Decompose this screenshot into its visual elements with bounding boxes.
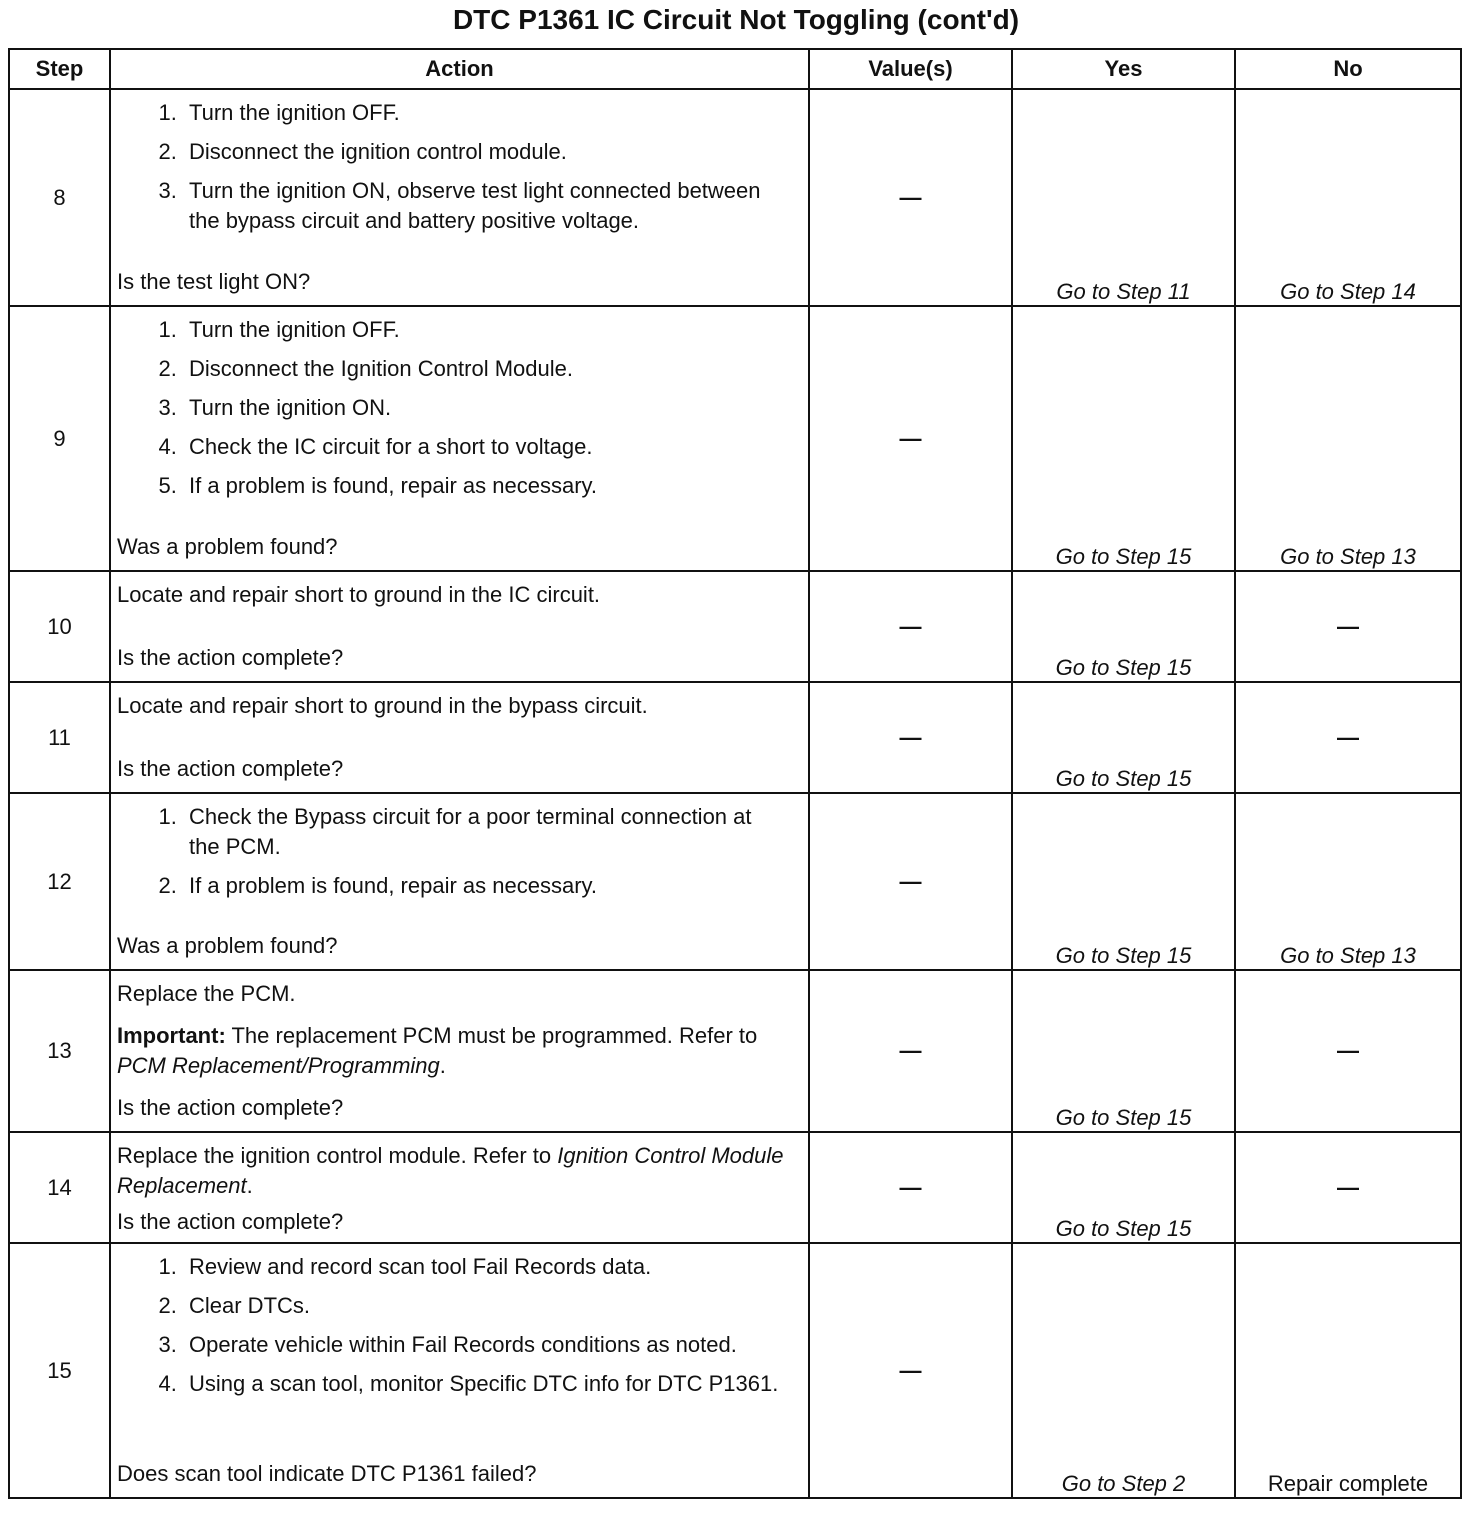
action-question: Is the action complete? (117, 1095, 344, 1120)
list-item: 2. If a problem is found, repair as necessary. (183, 871, 788, 901)
yes-link[interactable]: Go to Step 15 (1012, 571, 1235, 682)
no-value: — (1235, 571, 1461, 682)
reference-link[interactable]: Ignition Control Module Replacement (117, 1143, 784, 1198)
action-question: Is the test light ON? (117, 269, 311, 294)
header-no: No (1235, 49, 1461, 89)
value-cell: — (809, 1132, 1012, 1243)
list-item: 3. Turn the ignition ON. (183, 393, 788, 423)
important-note (117, 1021, 788, 1081)
list-item: 1. Turn the ignition OFF. (183, 315, 788, 345)
no-result: Repair complete (1235, 1243, 1461, 1498)
table-row (9, 1132, 1461, 1243)
action-cell (110, 306, 809, 571)
action-question: Is the action complete? (117, 1209, 344, 1234)
action-steps (117, 802, 788, 901)
no-value: — (1235, 682, 1461, 793)
header-yes: Yes (1012, 49, 1235, 89)
yes-link[interactable]: Go to Step 15 (1012, 682, 1235, 793)
value-cell: — (809, 682, 1012, 793)
list-item: 2. Clear DTCs. (183, 1291, 788, 1321)
important-end: . (439, 1053, 446, 1078)
no-link[interactable]: Go to Step 14 (1235, 89, 1461, 306)
header-step: Step (9, 49, 110, 89)
action-text-end: . (246, 1173, 253, 1198)
table-row (9, 571, 1461, 682)
table-row (9, 970, 1461, 1132)
value-cell: — (809, 793, 1012, 970)
action-steps (117, 98, 788, 236)
action-text: Locate and repair short to ground in the IC circuit. (117, 582, 601, 607)
action-cell (110, 1243, 809, 1498)
action-cell (110, 682, 809, 793)
action-question: Was a problem found? (117, 933, 338, 958)
list-item: 2. Disconnect the ignition control module. (183, 137, 788, 167)
step-number: 15 (9, 1243, 110, 1498)
action-text: Locate and repair short to ground in the bypass circuit. (117, 693, 648, 718)
step-number: 12 (9, 793, 110, 970)
step-number: 9 (9, 306, 110, 571)
yes-link[interactable]: Go to Step 2 (1012, 1243, 1235, 1498)
step-number: 11 (9, 682, 110, 793)
table-row (9, 89, 1461, 306)
action-question: Is the action complete? (117, 756, 344, 781)
value-cell: — (809, 306, 1012, 571)
action-cell (110, 970, 809, 1132)
action-steps (117, 1252, 788, 1399)
step-number: 10 (9, 571, 110, 682)
list-item: 4. Check the IC circuit for a short to voltage. (183, 432, 788, 462)
action-question: Was a problem found? (117, 534, 338, 559)
action-cell (110, 571, 809, 682)
action-text (117, 1141, 788, 1201)
step-number: 8 (9, 89, 110, 306)
action-cell (110, 793, 809, 970)
yes-link[interactable]: Go to Step 15 (1012, 306, 1235, 571)
table-row (9, 793, 1461, 970)
table-row (9, 682, 1461, 793)
action-steps (117, 315, 788, 501)
no-value: — (1235, 1132, 1461, 1243)
action-cell (110, 89, 809, 306)
action-cell (110, 1132, 809, 1243)
diagnostic-table (8, 48, 1462, 1499)
page-title: DTC P1361 IC Circuit Not Toggling (cont'd) (452, 4, 1020, 35)
list-item: 3. Operate vehicle within Fail Records conditions as noted. (183, 1330, 788, 1360)
yes-link[interactable]: Go to Step 15 (1012, 793, 1235, 970)
yes-link[interactable]: Go to Step 15 (1012, 1132, 1235, 1243)
list-item: 2. Disconnect the Ignition Control Module. (183, 354, 788, 384)
important-text: The replacement PCM must be programmed. Refer to (231, 1023, 758, 1048)
value-cell: — (809, 970, 1012, 1132)
action-text: Replace the PCM. (117, 981, 296, 1006)
header-action: Action (110, 49, 809, 89)
step-number: 13 (9, 970, 110, 1132)
table-row (9, 1243, 1461, 1498)
list-item: 1. Turn the ignition OFF. (183, 98, 788, 128)
step-number: 14 (9, 1132, 110, 1243)
header-row (9, 49, 1461, 89)
value-cell: — (809, 571, 1012, 682)
action-question: Does scan tool indicate DTC P1361 failed? (117, 1461, 537, 1486)
reference-link[interactable]: PCM Replacement/Programming (117, 1053, 440, 1078)
list-item: 1. Check the Bypass circuit for a poor terminal connection at the PCM. (183, 802, 788, 862)
action-question: Is the action complete? (117, 645, 344, 670)
yes-link[interactable]: Go to Step 11 (1012, 89, 1235, 306)
no-link[interactable]: Go to Step 13 (1235, 306, 1461, 571)
list-item: 4. Using a scan tool, monitor Specific DTC info for DTC P1361. (183, 1369, 788, 1399)
list-item: 3. Turn the ignition ON, observe test light connected between the bypass circuit and battery positive voltage. (183, 176, 788, 236)
list-item: 5. If a problem is found, repair as necessary. (183, 471, 788, 501)
table-row (9, 306, 1461, 571)
header-values: Value(s) (809, 49, 1012, 89)
no-value: — (1235, 970, 1461, 1132)
value-cell: — (809, 89, 1012, 306)
no-link[interactable]: Go to Step 13 (1235, 793, 1461, 970)
list-item: 1. Review and record scan tool Fail Records data. (183, 1252, 788, 1282)
important-label: Important: (117, 1023, 226, 1048)
value-cell: — (809, 1243, 1012, 1498)
action-text-main: Replace the ignition control module. Refer to (117, 1143, 552, 1168)
yes-link[interactable]: Go to Step 15 (1012, 970, 1235, 1132)
